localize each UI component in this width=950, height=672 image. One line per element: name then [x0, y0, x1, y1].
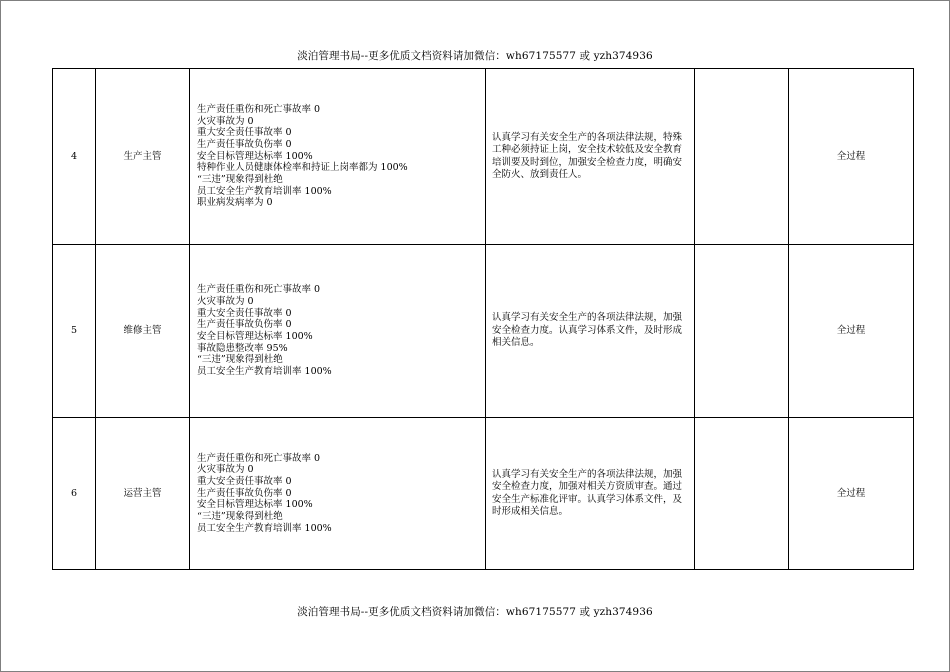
- row-number: 6: [53, 418, 96, 570]
- target-line: “三违”现象得到杜绝: [197, 174, 283, 186]
- target-line: 重大安全责任事故率 0: [197, 307, 292, 319]
- blank-cell: [695, 245, 789, 418]
- target-line: 火灾事故为 0: [197, 115, 254, 127]
- target-line: 安全目标管理达标率 100%: [197, 150, 313, 162]
- target-line: 生产责任重伤和死亡事故率 0: [197, 103, 321, 115]
- target-line: 生产责任重伤和死亡事故率 0: [197, 452, 321, 464]
- measures-cell: [486, 418, 695, 570]
- measures-text: 认真学习有关安全生产的各项法律法规，加强安全检查力度，加强对相关方资质审查。通过安全生产标准化评审。认真学习体系文件，及时形成相关信息。: [492, 468, 683, 517]
- measures-cell: [486, 245, 695, 418]
- target-line: 生产责任事故负伤率 0: [197, 319, 292, 331]
- target-line: 职业病发病率为 0: [197, 197, 273, 209]
- target-line: 火灾事故为 0: [197, 295, 254, 307]
- role-cell: 生产主管: [96, 69, 190, 245]
- row-number: 5: [53, 245, 96, 418]
- blank-cell: [695, 418, 789, 570]
- scope-cell: 全过程: [789, 418, 914, 570]
- target-line: 事故隐患整改率 95%: [197, 342, 288, 354]
- scope-cell: 全过程: [789, 69, 914, 245]
- measures-text: 认真学习有关安全生产的各项法律法规，加强安全检查力度。认真学习体系文件，及时形成相关信息。: [492, 312, 683, 349]
- blank-cell: [695, 69, 789, 245]
- scope-cell: 全过程: [789, 245, 914, 418]
- target-line: 重大安全责任事故率 0: [197, 475, 292, 487]
- page-footer: 淡泊管理书局--更多优质文档资料请加微信：wh67175577 或 yzh374936: [297, 606, 653, 618]
- role-cell: 维修主管: [96, 245, 190, 418]
- page-header: 淡泊管理书局--更多优质文档资料请加微信：wh67175577 或 yzh374936: [297, 50, 653, 62]
- target-line: “三违”现象得到杜绝: [197, 354, 283, 366]
- target-line: 特种作业人员健康体检率和持证上岗率都为 100%: [197, 162, 408, 174]
- target-line: 生产责任重伤和死亡事故率 0: [197, 284, 321, 296]
- target-line: 生产责任事故负伤率 0: [197, 487, 292, 499]
- target-line: 安全目标管理达标率 100%: [197, 331, 313, 342]
- target-line: 生产责任事故负伤率 0: [197, 138, 292, 150]
- target-line: 重大安全责任事故率 0: [197, 127, 292, 139]
- target-line: 员工安全生产教育培训率 100%: [197, 522, 332, 534]
- row-number: 4: [53, 69, 96, 245]
- responsibility-table: [52, 68, 914, 570]
- target-line: 员工安全生产教育培训率 100%: [197, 185, 332, 197]
- target-cell: [190, 418, 486, 570]
- table-row: [53, 69, 914, 245]
- role-cell: 运营主管: [96, 418, 190, 570]
- target-line: 安全目标管理达标率 100%: [197, 499, 313, 511]
- target-line: 火灾事故为 0: [197, 464, 254, 476]
- table-row: [53, 418, 914, 570]
- table-row: [53, 245, 914, 418]
- target-cell: [190, 245, 486, 418]
- target-line: “三违”现象得到杜绝: [197, 511, 283, 523]
- measures-text: 认真学习有关安全生产的各项法律法规，特殊工种必须持证上岗，安全技术较低及安全教育培训要及时到位，加强安全检查力度，明确安全防火、放到责任人。: [492, 131, 683, 180]
- target-cell: [190, 69, 486, 245]
- measures-cell: [486, 69, 695, 245]
- target-line: 员工安全生产教育培训率 100%: [197, 366, 332, 378]
